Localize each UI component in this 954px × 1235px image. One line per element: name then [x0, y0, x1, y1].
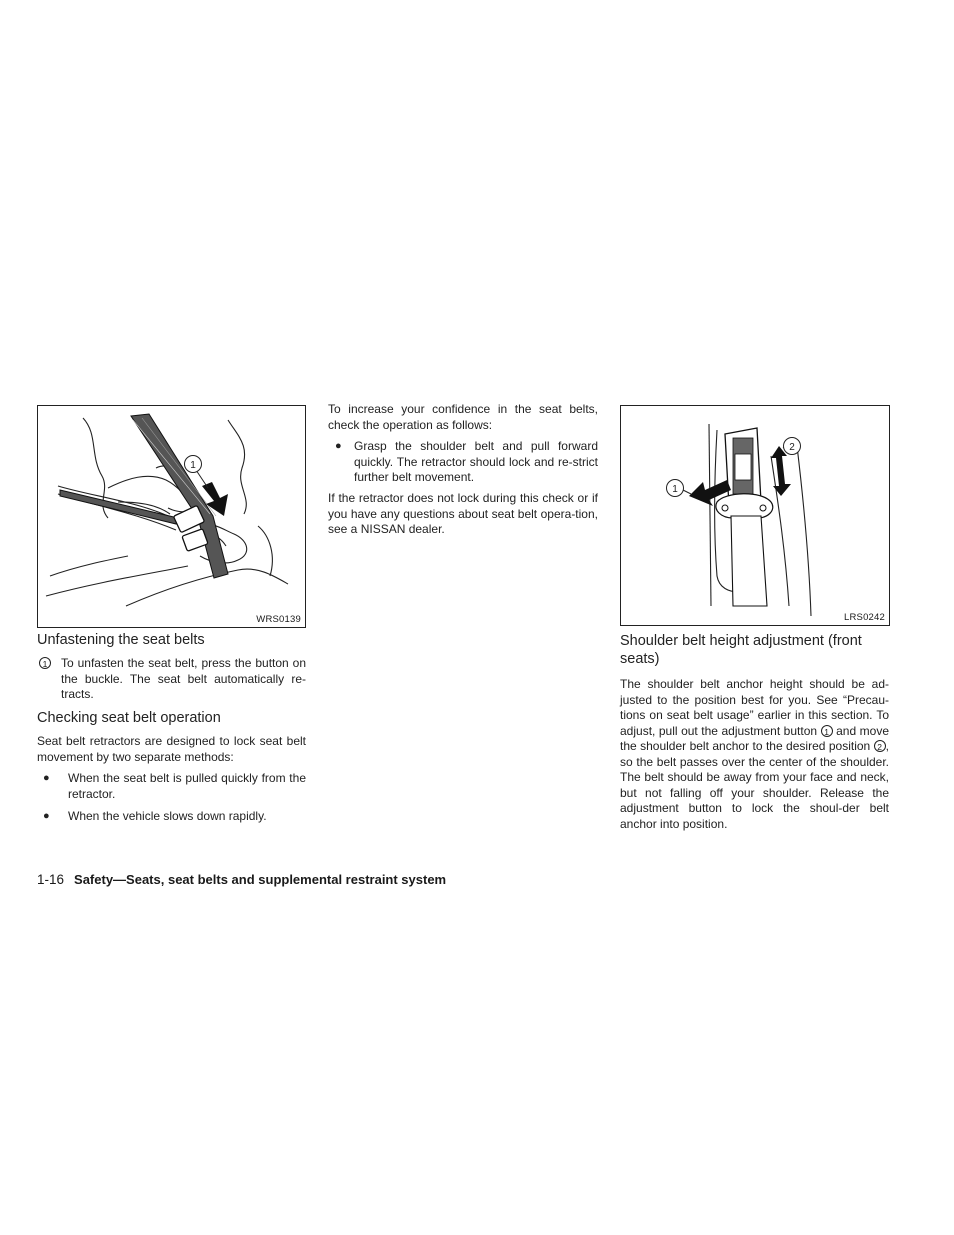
heading-checking: Checking seat belt operation: [37, 710, 221, 726]
chapter-title: Safety—Seats, seat belts and supplemental restraint system: [74, 872, 447, 887]
shoulder-belt-paragraph: [620, 677, 889, 832]
bullet-text: Grasp the shoulder belt and pull forward quickly. The retractor should lock and re-strict further belt movement.: [354, 439, 598, 484]
heading-shoulder-belt: Shoulder belt height adjustment (front seats): [620, 633, 862, 667]
bullet-dot-icon: ●: [335, 440, 342, 452]
seat-belt-buckle-illustration: [38, 406, 305, 627]
paragraph-part-2: and move the shoulder belt anchor to the desired position: [620, 723, 890, 753]
checking-intro: Seat belt retractors are designed to lock seat belt movement by two separate methods:: [37, 734, 306, 764]
step-number-badge: 1: [39, 657, 51, 669]
figure-callout-1: 1: [190, 460, 196, 471]
paragraph-part-3: , so the belt passes over the center of the shoulder. The belt should be away from your face and neck, but not falling off your shoulder. Release the adjustment button to lock the shoul-der belt anchor into position.: [620, 739, 889, 831]
figure-shoulder-belt-adjustment: [620, 405, 890, 626]
page-footer: [37, 871, 446, 888]
figure-callout-2: 2: [789, 442, 795, 453]
paragraph-part-1: The shoulder belt anchor height should be ad-justed to the position best for you. See “Precau-tions on seat belt usage” earlier in this section. To adjust, pull out the adjustment button: [620, 677, 889, 738]
figure-unfastening-seat-belt: [37, 405, 306, 628]
bullet-text: When the seat belt is pulled quickly from the retractor.: [68, 771, 306, 801]
figure-code: WRS0139: [256, 614, 301, 625]
figure-callout-1: 1: [672, 484, 678, 495]
retractor-note: If the retractor does not lock during this check or if you have any questions about seat belt opera-tion, see a NISSAN dealer.: [328, 491, 598, 536]
shoulder-belt-anchor-illustration: [621, 406, 889, 625]
bullet-dot-icon: ●: [43, 810, 50, 822]
bullet-text: When the vehicle slows down rapidly.: [68, 809, 267, 823]
page-number: 1-16: [37, 872, 65, 887]
inline-number-1: 1: [821, 725, 833, 737]
bullet-dot-icon: ●: [43, 772, 50, 784]
retractor-check-intro: To increase your confidence in the seat belts, check the operation as follows:: [328, 402, 598, 432]
heading-unfastening: Unfastening the seat belts: [37, 632, 205, 648]
step-1-text: To unfasten the seat belt, press the button on the buckle. The seat belt automatically re-tracts.: [61, 656, 306, 701]
inline-number-2: 2: [874, 740, 886, 752]
figure-code: LRS0242: [843, 612, 885, 623]
